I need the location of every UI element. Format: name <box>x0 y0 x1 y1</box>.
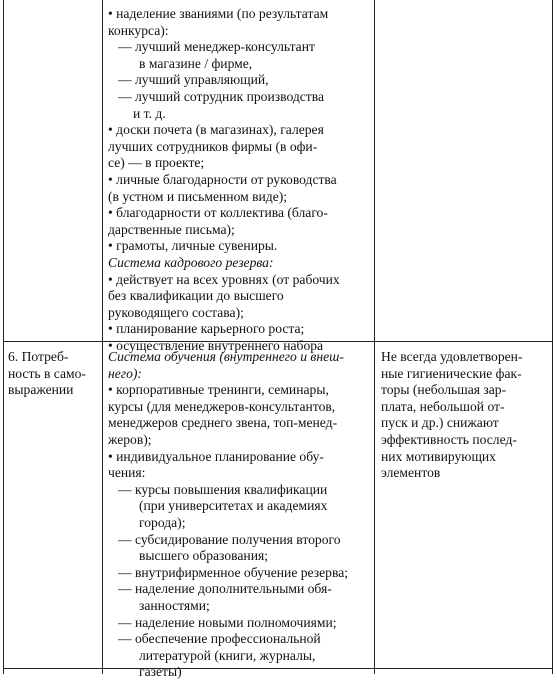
table-border-right <box>552 0 553 674</box>
text-line: плата, небольшой от- <box>381 398 505 414</box>
column-divider-2 <box>374 0 375 674</box>
text-line: газеты) <box>139 664 182 680</box>
row2-left-cell <box>8 349 86 399</box>
text-line: них мотивирующих <box>381 448 496 464</box>
text-line: лучших сотрудников фирмы (в офи- <box>108 138 318 154</box>
text-line: выражении <box>8 382 74 398</box>
text-line: • грамоты, личные сувениры. <box>108 238 278 254</box>
text-line: литературой (книги, журналы, <box>139 647 316 663</box>
text-line: ные гигиенические фак- <box>381 365 522 381</box>
text-line: — наделение дополнительными обя- <box>118 581 332 597</box>
text-line: руководящего состава); <box>108 304 244 320</box>
text-line: курсы (для менеджеров-консультантов, <box>108 398 336 414</box>
text-line: него): <box>108 365 142 381</box>
text-line: без квалификации до высшего <box>108 288 284 304</box>
text-line: торы (небольшая зар- <box>381 382 507 398</box>
text-line: жеров); <box>108 431 152 447</box>
text-line: (при университетах и академиях <box>139 498 328 514</box>
text-line: • планирование карьерного роста; <box>108 321 305 337</box>
text-line: (в устном и письменном виде); <box>108 188 288 204</box>
text-line: • действует на всех уровнях (от рабочих <box>108 271 340 287</box>
text-line: — наделение новыми полномочиями; <box>118 614 337 630</box>
text-line: — внутрифирменное обучение резерва; <box>118 564 349 580</box>
text-line: города); <box>139 514 186 530</box>
row2-middle-cell <box>108 349 348 681</box>
text-line: ность в само- <box>8 365 86 381</box>
text-line: • наделение званиями (по результатам <box>108 6 329 21</box>
column-divider-1 <box>102 0 103 674</box>
text-line: — субсидирование получения второго <box>118 531 341 547</box>
text-line: высшего образования; <box>139 548 269 564</box>
text-line: Система кадрового резерва: <box>108 254 274 270</box>
text-line: в магазине / фирме, <box>139 55 253 71</box>
text-line: • личные благодарности от руководства <box>108 171 337 187</box>
text-line: конкурса): <box>108 22 169 38</box>
text-line: 6. Потреб- <box>8 349 69 364</box>
table-border-left <box>3 0 4 674</box>
text-line: • благодарности от коллектива (благо- <box>108 205 328 221</box>
text-line: занностями; <box>139 597 210 613</box>
text-line: — курсы повышения квалификации <box>118 481 328 497</box>
text-line: • доски почета (в магазинах), галерея <box>108 122 324 138</box>
text-line: и т. д. <box>133 105 166 121</box>
text-line: Не всегда удовлетворен- <box>381 349 523 364</box>
text-line: • осуществление внутреннего набора <box>108 337 324 353</box>
text-line: чения: <box>108 465 146 481</box>
text-line: се) — в проекте; <box>108 155 205 171</box>
text-line: пуск и др.) снижают <box>381 415 499 431</box>
text-line: Система обучения (внутреннего и внеш- <box>108 349 344 364</box>
text-line: менеджеров среднего звена, топ-менед- <box>108 415 338 431</box>
row1-middle-cell <box>108 6 340 354</box>
text-line: дарственные письма); <box>108 221 235 237</box>
text-line: — лучший управляющий, <box>118 72 269 88</box>
text-line: — лучший менеджер-консультант <box>118 39 315 55</box>
text-line: эффективность послед- <box>381 431 517 447</box>
text-line: • корпоративные тренинги, семинары, <box>108 382 329 398</box>
text-line: • индивидуальное планирование обу- <box>108 448 324 464</box>
text-line: — лучший сотрудник производства <box>118 88 325 104</box>
text-line: элементов <box>381 465 441 481</box>
text-line: — обеспечение профессиональной <box>118 631 321 647</box>
row2-right-cell <box>381 349 522 482</box>
